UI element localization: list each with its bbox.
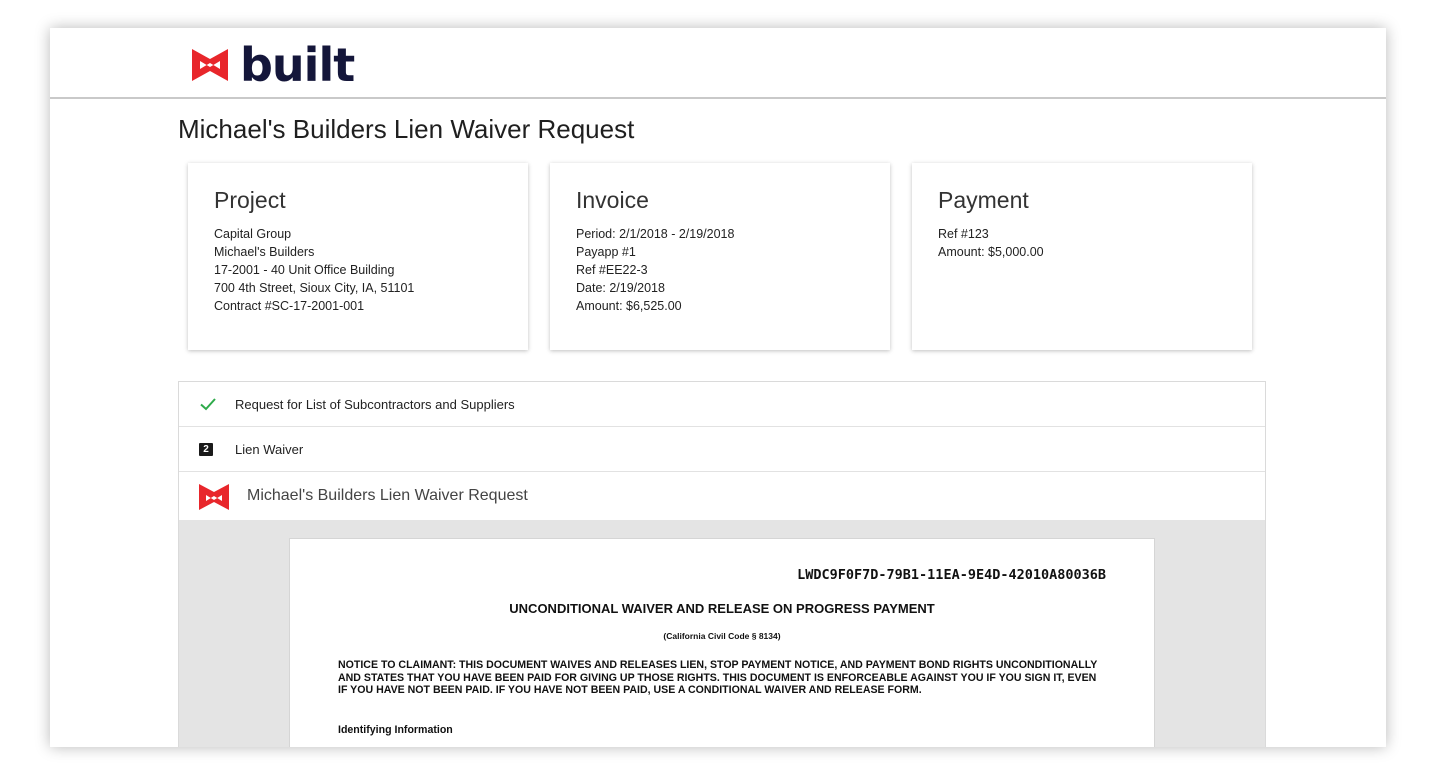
payment-line: Ref #123 [938,227,989,241]
built-logo-icon [197,482,231,512]
check-icon [199,396,217,412]
payment-card-title: Payment [938,187,1029,213]
project-card [188,163,528,350]
invoice-line: Date: 2/19/2018 [576,281,665,295]
project-card-title: Project [214,187,286,213]
step-subcontractors-list[interactable] [179,382,1265,427]
document-title: UNCONDITIONAL WAIVER AND RELEASE ON PROGRESS PAYMENT [509,601,935,616]
step-lien-waiver-request[interactable] [179,472,1265,520]
project-line: 700 4th Street, Sioux City, IA, 51101 [214,281,415,295]
built-logo[interactable] [188,40,354,90]
top-bar [50,28,1386,99]
invoice-card-title: Invoice [576,187,649,213]
document-viewer[interactable] [179,520,1265,747]
invoice-line: Ref #EE22-3 [576,263,648,277]
built-logo-icon [188,43,232,87]
step-label: Request for List of Subcontractors and Suppliers [235,396,515,412]
step-label: Lien Waiver [235,441,304,457]
document-notice: NOTICE TO CLAIMANT: THIS DOCUMENT WAIVES AND RELEASES LIEN, STOP PAYMENT NOTICE, AND PAYMENT BOND RIGHTS UNCONDITIONALLY AND STATES THAT YOU HAVE BEEN PAID FOR GIVING UP THOSE RIGHTS. THIS DOCUMENT IS ENFORCEABLE AGAINST YOU IF YOU SIGN IT, EVEN IF YOU HAVE NOT BEEN PAID. IF YOU HAVE NOT BEEN PAID, USE A CONDITIONAL WAIVER AND RELEASE FORM. [338,659,1098,696]
brand-name: built [240,38,355,92]
project-line: Michael's Builders [214,245,315,259]
project-line: 17-2001 - 40 Unit Office Building [214,263,395,277]
project-line: Contract #SC-17-2001-001 [214,299,365,313]
document-id: LWDC9F0F7D-79B1-11EA-9E4D-42010A80036B [797,567,1106,583]
project-line: Capital Group [214,227,292,241]
payment-line: Amount: $5,000.00 [938,245,1044,259]
app-window [50,28,1386,747]
invoice-line: Payapp #1 [576,245,636,259]
lien-waiver-document [289,538,1155,747]
page-title: Michael's Builders Lien Waiver Request [178,114,635,144]
payment-card [912,163,1252,350]
step-lien-waiver[interactable] [179,427,1265,472]
step-label: Michael's Builders Lien Waiver Request [247,487,528,504]
invoice-card [550,163,890,350]
document-subtitle: (California Civil Code § 8134) [663,631,781,641]
invoice-line: Amount: $6,525.00 [576,299,682,313]
document-section-heading: Identifying Information [338,724,453,736]
invoice-line: Period: 2/1/2018 - 2/19/2018 [576,227,735,241]
workflow-steps [178,381,1266,747]
step-number-badge: 2 [199,443,213,456]
